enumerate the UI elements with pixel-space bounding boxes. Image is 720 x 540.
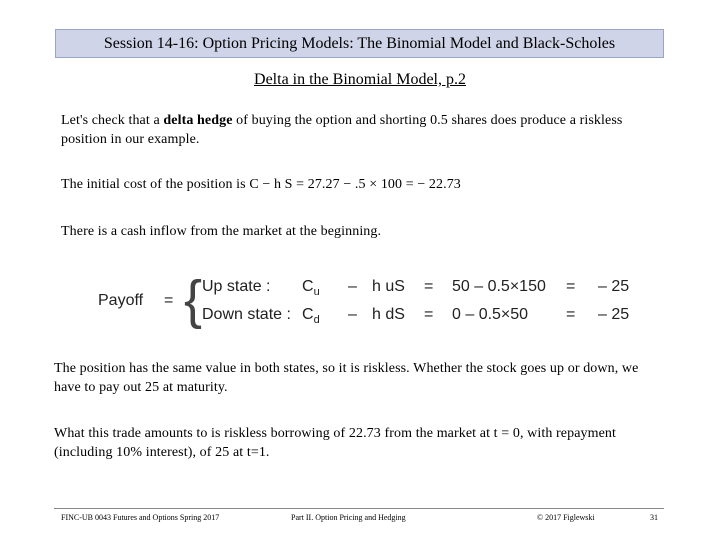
equals-sign: = [424,306,434,323]
footer-copyright: © 2017 Figlewski [537,513,595,522]
state-label: Up state : [202,278,271,295]
equals-sign: = [566,306,576,323]
paragraph-initial-cost [61,175,661,194]
payoff-equals: = [164,292,174,309]
footer-page-number: 31 [650,513,658,522]
footer-part: Part II. Option Pricing and Hedging [291,513,406,522]
option-subscript: u [313,286,320,299]
minus-sign: – [348,306,357,323]
option-value [302,278,320,298]
footer-divider [54,508,664,509]
equals-sign: = [424,278,434,295]
para2-text: The initial cost of the position is [61,177,250,192]
equals-sign: = [566,278,576,295]
result-value: – 25 [598,306,630,323]
payoff-equation [96,270,636,332]
payoff-row-up [202,278,642,302]
option-symbol: C [302,306,314,323]
value-expression: 50 – 0.5×150 [452,278,546,295]
para1-bold: delta hedge [163,113,233,128]
option-value [302,306,320,326]
para1-text-a: Let's check that a [61,113,164,128]
hedge-term: h dS [372,306,405,323]
slide-header [55,29,664,58]
value-expression: 0 – 0.5×50 [452,306,529,323]
payoff-label: Payoff [98,292,144,309]
paragraph-riskless: The position has the same value in both states, so it is riskless. Whether the stock goes up or down, we have to pay out 25 at maturity. [54,361,639,395]
paragraph-delta-hedge [61,111,661,149]
initial-cost-equation: C − h S = 27.27 − .5 × 100 = − 22.73 [249,177,461,192]
footer-course: FINC-UB 0043 Futures and Options Spring 2017 [61,513,220,522]
minus-sign: – [348,278,357,295]
paragraph-cash-inflow: There is a cash inflow from the market at the beginning. [61,224,382,239]
result-value: – 25 [598,278,630,295]
payoff-row-down [202,306,642,330]
paragraph-borrowing: What this trade amounts to is riskless borrowing of 22.73 from the market at t = 0, with repayment (including 10% interest), of 25 at t=1. [54,426,617,460]
state-label: Down state : [202,306,291,323]
option-symbol: C [302,278,314,295]
para1-text-b: of buying the option and shorting 0.5 shares does produce a riskless position in our example. [61,113,623,147]
header-title: Session 14-16: Option Pricing Models: The Binomial Model and Black-Scholes [103,34,616,52]
option-subscript: d [313,314,320,327]
hedge-term: h uS [372,278,405,295]
slide-subtitle: Delta in the Binomial Model, p.2 [254,71,466,88]
left-brace-icon: { [184,270,203,330]
